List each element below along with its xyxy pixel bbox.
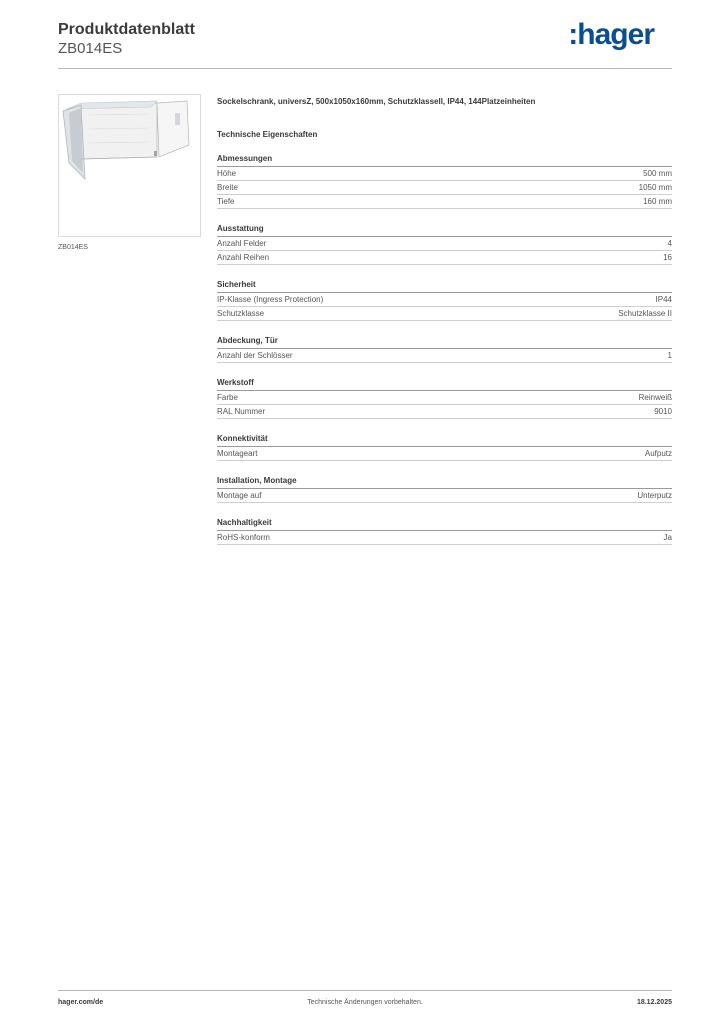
section-title: Abdeckung, Tür — [217, 336, 672, 349]
spec-row — [217, 237, 672, 251]
product-details — [217, 96, 672, 545]
section-title: Abmessungen — [217, 154, 672, 167]
spec-label: IP-Klasse (Ingress Protection) — [217, 295, 324, 304]
spec-label: Anzahl Reihen — [217, 253, 270, 262]
spec-value: Aufputz — [644, 449, 672, 458]
product-image — [58, 94, 201, 237]
footer-divider — [58, 990, 672, 991]
section-abmessungen — [217, 154, 672, 209]
document-date: 18.12.2025 — [636, 999, 672, 1006]
website-link[interactable]: hager.com/de — [58, 999, 104, 1006]
spec-label: Tiefe — [217, 197, 235, 206]
spec-row — [217, 489, 672, 503]
spec-value: 500 mm — [643, 169, 672, 178]
hager-logo — [568, 18, 654, 52]
logo-dots-icon: : — [568, 18, 578, 51]
section-ausstattung — [217, 224, 672, 265]
section-title: Sicherheit — [217, 280, 672, 293]
spec-row — [217, 181, 672, 195]
spec-value: 1050 mm — [638, 183, 672, 192]
header-divider — [58, 68, 672, 69]
spec-value: 160 mm — [643, 197, 672, 206]
section-sicherheit — [217, 280, 672, 321]
spec-label: Anzahl Felder — [217, 239, 267, 248]
technical-properties-heading: Technische Eigenschaften — [217, 130, 318, 139]
spec-row — [217, 167, 672, 181]
spec-value: Unterputz — [637, 491, 672, 500]
cabinet-illustration — [59, 95, 200, 236]
spec-label: Breite — [217, 183, 238, 192]
section-title: Nachhaltigkeit — [217, 518, 672, 531]
spec-label: RoHS-konform — [217, 533, 270, 542]
spec-label: Schutzklasse — [217, 309, 265, 318]
logo-wordmark: hager — [577, 18, 654, 51]
section-installation-montage — [217, 476, 672, 503]
spec-row — [217, 391, 672, 405]
image-caption: ZB014ES — [58, 244, 88, 251]
section-abdeckung-tuer — [217, 336, 672, 363]
product-description: Sockelschrank, universZ, 500x1050x160mm, Schutzklassell, IP44, 144Platzeinheiten — [217, 97, 536, 106]
spec-row — [217, 251, 672, 265]
spec-label: Farbe — [217, 393, 238, 402]
spec-label: Anzahl der Schlösser — [217, 351, 293, 360]
spec-value: Schutzklasse II — [618, 309, 672, 318]
section-title: Werkstoff — [217, 378, 672, 391]
spec-label: Höhe — [217, 169, 237, 178]
product-code: ZB014ES — [58, 40, 123, 57]
spec-row — [217, 307, 672, 321]
spec-label: Montage auf — [217, 491, 262, 500]
spec-row — [217, 531, 672, 545]
section-title: Ausstattung — [217, 224, 672, 237]
page-header — [58, 20, 672, 70]
section-title: Konnektivität — [217, 434, 672, 447]
disclaimer-text: Technische Änderungen vorbehalten. — [307, 999, 423, 1006]
spec-value: 9010 — [654, 407, 672, 416]
spec-label: Montageart — [217, 449, 258, 458]
page-title: Produktdatenblatt — [58, 21, 195, 38]
spec-row — [217, 293, 672, 307]
spec-label: RAL Nummer — [217, 407, 266, 416]
spec-row — [217, 447, 672, 461]
spec-value: Ja — [663, 533, 672, 542]
spec-value: 1 — [667, 351, 672, 360]
section-nachhaltigkeit — [217, 518, 672, 545]
spec-value: IP44 — [655, 295, 672, 304]
section-konnektivitaet — [217, 434, 672, 461]
spec-row — [217, 405, 672, 419]
spec-value: Reinweiß — [638, 393, 672, 402]
spec-value: 16 — [663, 253, 672, 262]
spec-value: 4 — [667, 239, 672, 248]
spec-row — [217, 195, 672, 209]
spec-row — [217, 349, 672, 363]
section-title: Installation, Montage — [217, 476, 672, 489]
section-werkstoff — [217, 378, 672, 419]
